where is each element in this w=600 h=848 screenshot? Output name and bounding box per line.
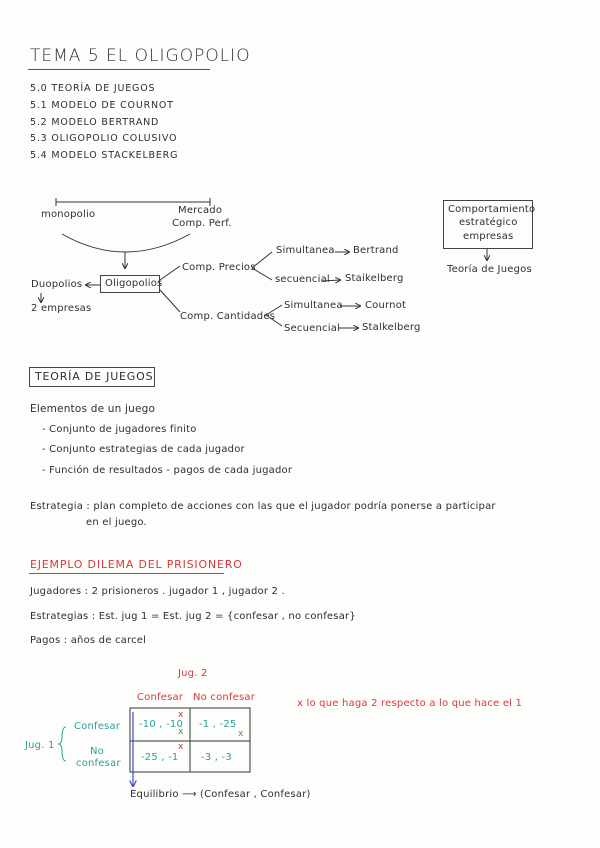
toc-item: 5.2 MODELO BERTRAND — [30, 116, 160, 128]
teoria-juegos-label: Teoría de Juegos — [447, 264, 532, 275]
stackelberg2-label: Stalkelberg — [362, 322, 421, 333]
pagos-line: Pagos : años de carcel — [30, 635, 147, 646]
payoff-cell — [199, 719, 236, 730]
cournot-label: Cournot — [365, 300, 407, 311]
duopolios-label: Duopolios — [31, 279, 83, 290]
best-response-mark-p1: x — [178, 727, 184, 737]
toc-item: 5.1 MODELO DE COURNOT — [30, 99, 174, 111]
payoff-value: -25 , -1 — [141, 752, 179, 763]
secuencial-label: secuencial — [275, 274, 330, 285]
toc-item: 5.0 TEORÍA DE JUEGOS — [30, 83, 156, 94]
equilibrio-line: Equilibrio ⟶ (Confesar , Confesar) — [130, 789, 311, 800]
estrategia-def-line1: Estrategia : plan completo de acciones con las que el jugador podría ponerse a participar — [30, 501, 496, 512]
estrategia-def-line2: en el juego. — [86, 517, 147, 528]
comportamiento-box — [443, 200, 536, 249]
best-response-mark-p1: x — [238, 729, 244, 739]
monopolio-label: monopolio — [41, 209, 96, 220]
note-best-response: x lo que haga 2 respecto a lo que hace el 1 — [297, 698, 523, 709]
comp-precios-label: Comp. Precios — [182, 262, 256, 273]
elemento-item: - Función de resultados - pagos de cada jugador — [42, 465, 293, 476]
oligopolio-label: Oligopolios — [105, 278, 163, 289]
page-title: TEMA 5 EL OLIGOPOLIO — [30, 46, 251, 66]
best-response-mark-p2: x — [178, 710, 184, 720]
elemento-item: - Conjunto de jugadores finito — [42, 424, 197, 435]
payoff-value: -1 , -25 — [199, 719, 237, 730]
payoff-value: -10 , -10 — [139, 719, 184, 730]
estrategias-line: Estrategias : Est. jug 1 = Est. jug 2 = {confesar , no confesar} — [30, 611, 356, 622]
jugadores-line: Jugadores : 2 prisioneros . jugador 1 , jugador 2 . — [30, 586, 285, 597]
mercado-label: Mercado — [178, 205, 223, 216]
oligopolio-box — [100, 275, 163, 293]
payoff-cell — [201, 752, 232, 763]
toc-item: 5.4 MODELO STACKELBERG — [30, 150, 179, 162]
comp-perf-label: Comp. Perf. — [172, 218, 232, 229]
comportamiento-line1: Comportamiento — [448, 204, 536, 215]
comp-cantidades-label: Comp. Cantidades — [180, 311, 276, 322]
teoria-heading: TEORÍA DE JUEGOS — [35, 370, 154, 383]
col-confesar-label: Confesar — [137, 692, 184, 703]
jug2-label: Jug. 2 — [178, 668, 208, 679]
comportamiento-line3: empresas — [463, 231, 514, 242]
secuencial2-label: Secuencial — [284, 323, 341, 334]
toc-item: 5.3 OLIGOPOLIO COLUSIVO — [30, 133, 178, 145]
dos-empresas-label: 2 empresas — [31, 303, 92, 314]
stackelberg-label: Staikelberg — [345, 273, 404, 284]
bertrand-label: Bertrand — [353, 245, 399, 256]
col-no-confesar-label: No confesar — [193, 692, 256, 703]
row-no-confesar-label: confesar — [76, 758, 121, 769]
row-no-label: No — [90, 746, 104, 757]
payoff-value: -3 , -3 — [201, 752, 232, 763]
ejemplo-heading: EJEMPLO DILEMA DEL PRISIONERO — [30, 558, 243, 571]
teoria-heading-box — [29, 367, 155, 387]
jug1-label: Jug. 1 — [25, 740, 55, 751]
simultanea2-label: Simultanea — [284, 300, 343, 311]
payoff-cell — [141, 752, 178, 763]
payoff-cell — [139, 719, 183, 730]
elemento-item: - Conjunto estrategias de cada jugador — [42, 444, 245, 455]
best-response-mark-p2: x — [178, 742, 184, 752]
comportamiento-line2: estratégico — [459, 217, 518, 228]
elementos-label: Elementos de un juego — [30, 403, 156, 415]
ejemplo-underline — [29, 573, 224, 574]
row-confesar-label: Confesar — [74, 721, 121, 732]
simultanea-label: Simultanea — [276, 245, 335, 256]
